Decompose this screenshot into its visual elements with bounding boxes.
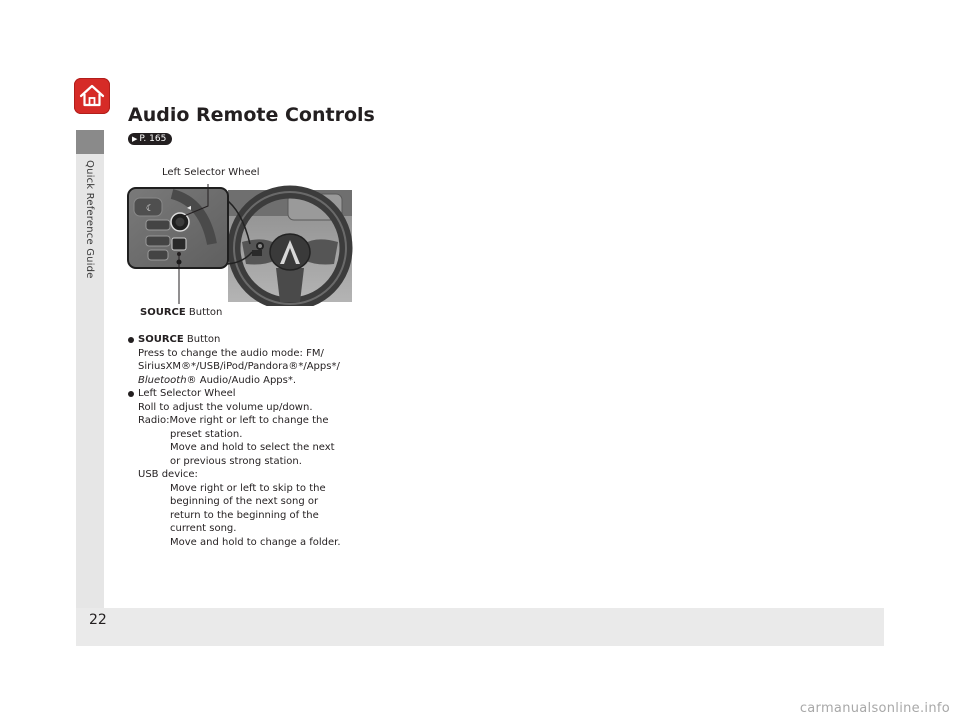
radio-line-1: Move right or left to change the — [169, 415, 329, 426]
figure-label-source-bold: SOURCE — [140, 307, 186, 318]
page-title: Audio Remote Controls — [128, 104, 375, 126]
usb-line-5: Move and hold to change a folder. — [170, 536, 341, 548]
figure-label-source-rest: Button — [185, 307, 223, 318]
usb-line-3: return to the beginning of the — [170, 509, 319, 521]
page-reference-link[interactable] — [128, 133, 172, 145]
page-reference-text: P. 165 — [139, 134, 167, 144]
usb-line-1: Move right or left to skip to the — [170, 482, 326, 494]
page-number: 22 — [89, 612, 107, 628]
description-block — [128, 333, 378, 549]
bullet-icon — [128, 337, 134, 343]
radio-label: Radio: — [138, 415, 170, 426]
bullet-icon — [128, 391, 134, 397]
usb-line-4: current song. — [170, 523, 237, 534]
radio-line-4: or previous strong station. — [170, 455, 302, 467]
home-icon — [79, 84, 105, 108]
radio-line-2: preset station. — [170, 428, 243, 440]
source-title-bold: SOURCE — [138, 334, 184, 345]
svg-text:◂: ◂ — [187, 203, 192, 212]
list-item-source — [128, 333, 378, 387]
wheel-title: Left Selector Wheel — [138, 388, 236, 399]
chapter-side-label: Quick Reference Guide — [84, 160, 95, 279]
source-line-2: SiriusXM®*/USB/iPod/Pandora®*/Apps*/ — [138, 361, 340, 372]
chapter-tab-marker — [76, 130, 104, 154]
source-line-1: Press to change the audio mode: FM/ — [138, 347, 324, 359]
steering-wheel-illustration — [124, 184, 356, 310]
wheel-line-1: Roll to adjust the volume up/down. — [138, 401, 313, 413]
svg-text:☾: ☾ — [145, 204, 155, 214]
home-button[interactable] — [74, 78, 110, 114]
usb-label: USB device: — [138, 469, 198, 480]
watermark: carmanualsonline.info — [799, 701, 950, 716]
source-title-rest: Button — [183, 334, 221, 345]
arrow-right-icon: ▶ — [132, 135, 138, 143]
list-item-left-selector-wheel — [128, 387, 378, 549]
radio-line-3: Move and hold to select the next — [170, 442, 335, 453]
usb-line-2: beginning of the next song or — [170, 496, 319, 507]
source-line-3-italic: Bluetooth — [138, 374, 187, 386]
figure-label-left-selector-wheel: Left Selector Wheel — [162, 167, 260, 178]
source-line-3-rest: ® Audio/Audio Apps*. — [186, 374, 297, 386]
